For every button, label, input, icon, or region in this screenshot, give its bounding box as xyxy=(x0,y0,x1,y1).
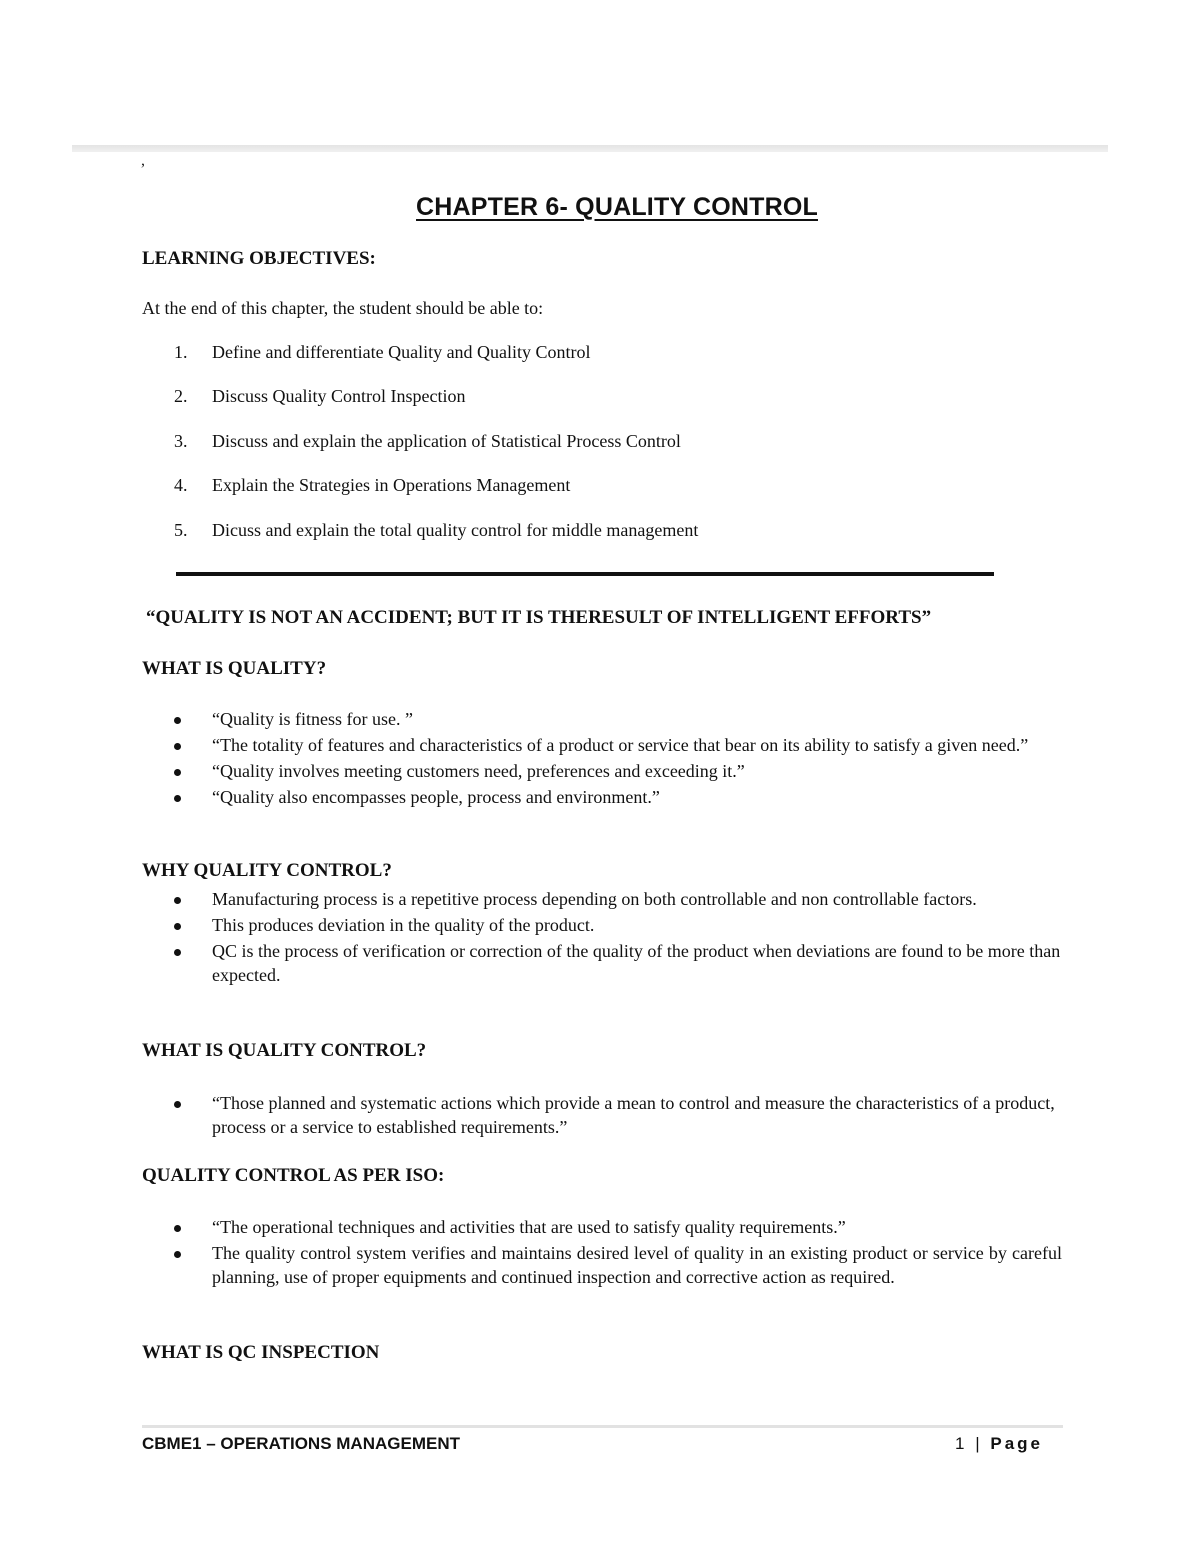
quality-control-iso-heading: QUALITY CONTROL AS PER ISO: xyxy=(142,1165,445,1186)
what-is-quality-control-heading: WHAT IS QUALITY CONTROL? xyxy=(142,1040,427,1061)
learning-objectives-intro: At the end of this chapter, the student should be able to: xyxy=(142,298,544,318)
objective-item xyxy=(174,342,591,363)
list-item-text: The quality control system verifies and maintains desired level of quality in an existing product or service by careful planning, use of proper equipments and continued inspection and corrective action as required. xyxy=(212,1243,1062,1287)
bullet-icon xyxy=(174,717,181,724)
footer-rule xyxy=(142,1425,1063,1428)
objective-text: Dicuss and explain the total quality control for middle management xyxy=(212,520,699,540)
objective-text: Explain the Strategies in Operations Management xyxy=(212,475,571,495)
page-number: 1 xyxy=(955,1434,968,1453)
list-item xyxy=(172,1091,1062,1139)
chapter-title: CHAPTER 6- QUALITY CONTROL xyxy=(416,193,818,221)
what-is-quality-control-list xyxy=(172,1091,1062,1141)
objective-number: 4. xyxy=(174,475,188,495)
what-is-quality-heading: WHAT IS QUALITY? xyxy=(142,658,327,679)
what-is-quality-list xyxy=(172,707,1062,811)
objective-number: 5. xyxy=(174,520,188,540)
list-item-text: “The totality of features and characteristics of a product or service that bear on its ability to satisfy a given need.” xyxy=(212,735,1029,755)
list-item xyxy=(172,733,1062,757)
header-mark: , xyxy=(141,152,145,169)
list-item-text: “Quality also encompasses people, process and environment.” xyxy=(212,787,660,807)
objective-number: 3. xyxy=(174,431,188,451)
bullet-icon xyxy=(174,743,181,750)
objective-number: 1. xyxy=(174,342,188,362)
objective-number: 2. xyxy=(174,386,188,406)
section-divider xyxy=(176,572,994,576)
why-quality-control-list xyxy=(172,887,1062,989)
bullet-icon xyxy=(174,949,181,956)
list-item xyxy=(172,1215,1062,1239)
objective-item xyxy=(174,520,698,541)
list-item xyxy=(172,1241,1062,1289)
objective-item xyxy=(174,386,465,407)
objective-text: Discuss Quality Control Inspection xyxy=(212,386,466,406)
list-item-text: “Quality involves meeting customers need, preferences and exceeding it.” xyxy=(212,761,745,781)
list-item xyxy=(172,707,1062,731)
list-item xyxy=(172,759,1062,783)
list-item xyxy=(172,939,1062,987)
bullet-icon xyxy=(174,923,181,930)
header-rule xyxy=(72,145,1108,152)
objective-item xyxy=(174,431,681,452)
list-item-text: “The operational techniques and activities that are used to satisfy quality requirements.” xyxy=(212,1217,846,1237)
bullet-icon xyxy=(174,769,181,776)
list-item xyxy=(172,913,1062,937)
bullet-icon xyxy=(174,897,181,904)
page-label: Page xyxy=(990,1434,1043,1453)
list-item-text: “Quality is fitness for use. ” xyxy=(212,709,413,729)
objective-text: Discuss and explain the application of Statistical Process Control xyxy=(212,431,681,451)
list-item-text: Manufacturing process is a repetitive process depending on both controllable and non controllable factors. xyxy=(212,889,977,909)
quality-quote: “QUALITY IS NOT AN ACCIDENT; BUT IT IS THERESULT OF INTELLIGENT EFFORTS” xyxy=(146,607,932,628)
list-item xyxy=(172,785,1062,809)
qc-inspection-heading: WHAT IS QC INSPECTION xyxy=(142,1342,380,1363)
list-item-text: QC is the process of verification or correction of the quality of the product when deviations are found to be more than expected. xyxy=(212,941,1061,985)
bullet-icon xyxy=(174,1251,181,1258)
list-item-text: This produces deviation in the quality of the product. xyxy=(212,915,595,935)
footer-page-info xyxy=(955,1434,1043,1454)
bullet-icon xyxy=(174,1101,181,1108)
objective-text: Define and differentiate Quality and Quality Control xyxy=(212,342,591,362)
list-item-text: “Those planned and systematic actions which provide a mean to control and measure the characteristics of a product, process or a service to established requirements.” xyxy=(212,1093,1055,1137)
why-quality-control-heading: WHY QUALITY CONTROL? xyxy=(142,860,392,881)
bullet-icon xyxy=(174,1225,181,1232)
learning-objectives-heading: LEARNING OBJECTIVES: xyxy=(142,248,376,269)
footer-course-title: CBME1 – OPERATIONS MANAGEMENT xyxy=(142,1434,460,1453)
bullet-icon xyxy=(174,795,181,802)
page-separator: | xyxy=(975,1434,983,1453)
quality-control-iso-list xyxy=(172,1215,1062,1291)
list-item xyxy=(172,887,1062,911)
objective-item xyxy=(174,475,570,496)
